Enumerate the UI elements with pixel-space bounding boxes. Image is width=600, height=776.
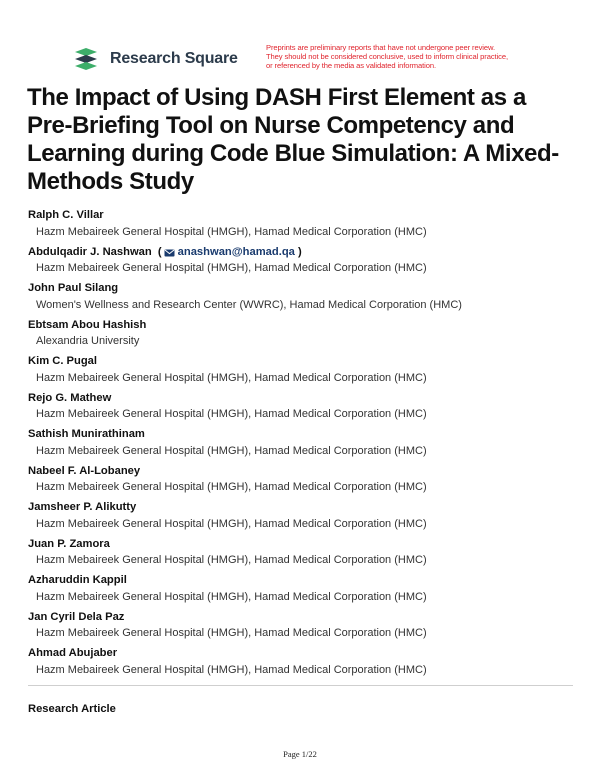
author-name: Sathish Munirathinam (28, 428, 145, 440)
brand-name: Research Square (110, 50, 238, 67)
author-entry (28, 500, 588, 537)
paren-close: ) (298, 245, 302, 258)
author-name: Ralph C. Villar (28, 209, 104, 221)
author-affiliation: Hazm Mebaireek General Hospital (HMGH), Hamad Medical Corporation (HMC) (36, 444, 427, 457)
author-affiliation: Hazm Mebaireek General Hospital (HMGH), Hamad Medical Corporation (HMC) (36, 663, 427, 676)
author-affiliation: Hazm Mebaireek General Hospital (HMGH), Hamad Medical Corporation (HMC) (36, 517, 427, 530)
article-type-label: Research Article (28, 703, 116, 715)
author-entry (28, 318, 588, 355)
author-affiliation: Hazm Mebaireek General Hospital (HMGH), Hamad Medical Corporation (HMC) (36, 481, 427, 493)
author-entry (28, 281, 588, 318)
author-email-link[interactable]: anashwan@hamad.qa (177, 245, 295, 258)
author-entry (28, 391, 588, 428)
research-square-logo-icon (73, 47, 101, 71)
author-entry (28, 245, 588, 282)
author-name: John Paul Silang (28, 282, 119, 294)
author-name: Nabeel F. Al-Lobaney (28, 464, 141, 477)
author-affiliation: Hazm Mebaireek General Hospital (HMGH), Hamad Medical Corporation (HMC) (36, 408, 427, 420)
author-affiliation: Hazm Mebaireek General Hospital (HMGH), Hamad Medical Corporation (HMC) (36, 590, 427, 603)
author-affiliation: Hazm Mebaireek General Hospital (HMGH), Hamad Medical Corporation (HMC) (36, 554, 427, 566)
author-entry (28, 464, 588, 501)
author-name: Ahmad Abujaber (28, 647, 118, 659)
section-divider (28, 685, 573, 686)
author-affiliation: Hazm Mebaireek General Hospital (HMGH), Hamad Medical Corporation (HMC) (36, 371, 427, 384)
author-name: Juan P. Zamora (28, 537, 110, 550)
research-square-logo[interactable] (73, 47, 238, 71)
author-entry (28, 354, 588, 391)
author-affiliation: Hazm Mebaireek General Hospital (HMGH), Hamad Medical Corporation (HMC) (36, 225, 427, 238)
paren-open: ( (157, 245, 162, 258)
author-entry (28, 646, 588, 683)
author-name: Ebtsam Abou Hashish (28, 318, 147, 331)
author-name: Jamsheer P. Alikutty (28, 501, 137, 513)
disclaimer-line: Preprints are preliminary reports that have not undergone peer review. (266, 43, 495, 52)
paper-title: The Impact of Using DASH First Element as a Pre-Briefing Tool on Nurse Competency and Learning during Code Blue Simulation: A Mixed-Methods Study (27, 84, 559, 195)
author-affiliation: Alexandria University (36, 335, 140, 347)
disclaimer-line: or referenced by the media as validated information. (266, 61, 436, 70)
preprint-disclaimer (266, 43, 566, 70)
author-name: Kim C. Pugal (28, 355, 97, 367)
author-entry (28, 610, 588, 647)
author-name: Rejo G. Mathew (28, 391, 112, 404)
author-affiliation: Hazm Mebaireek General Hospital (HMGH), Hamad Medical Corporation (HMC) (36, 262, 427, 274)
disclaimer-line: They should not be considered conclusive, used to inform clinical practice, (266, 52, 508, 61)
author-name: Jan Cyril Dela Paz (28, 610, 125, 623)
author-name: Abdulqadir J. Nashwan (28, 245, 152, 258)
author-entry (28, 208, 588, 245)
author-entry (28, 537, 588, 574)
author-list (28, 208, 588, 683)
author-entry (28, 427, 588, 464)
author-affiliation: Women's Wellness and Research Center (WWRC), Hamad Medical Corporation (HMC) (36, 298, 462, 311)
page-number: Page 1/22 (283, 749, 317, 759)
author-name: Azharuddin Kappil (28, 574, 127, 586)
mail-icon (164, 249, 175, 257)
author-affiliation: Hazm Mebaireek General Hospital (HMGH), Hamad Medical Corporation (HMC) (36, 627, 427, 639)
author-name-with-email (28, 245, 588, 259)
author-entry (28, 573, 588, 610)
